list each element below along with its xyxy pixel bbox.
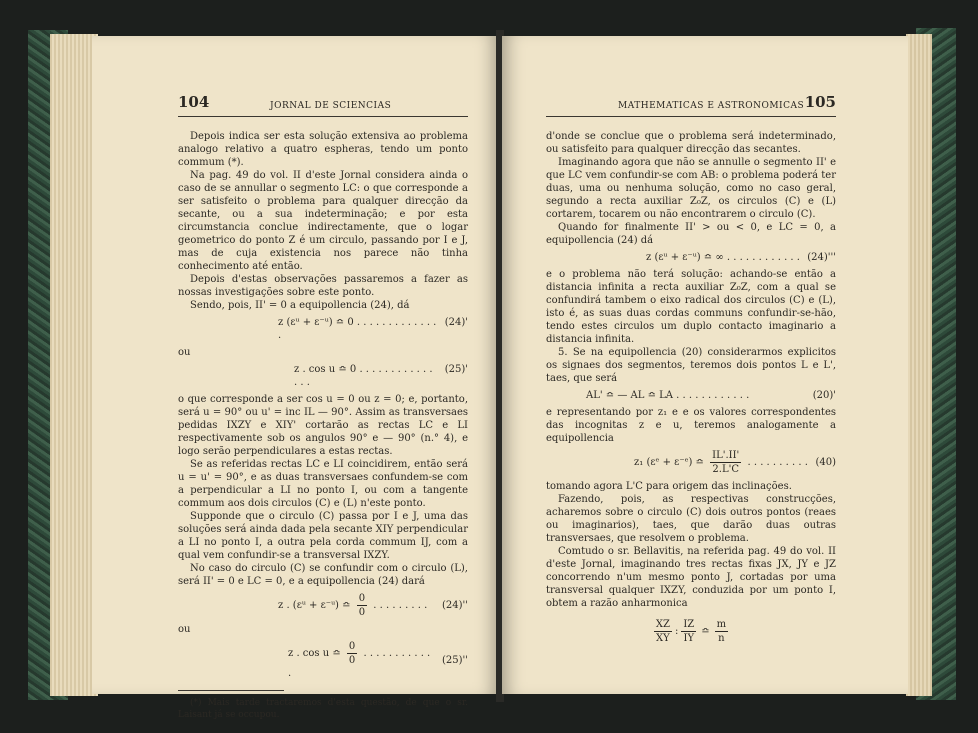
equation-expr: z (εᵘ + ε⁻ᵘ) ≏ 0 . . . . . . . . . . . . . . <box>278 317 437 341</box>
numerator: 0 <box>348 641 356 652</box>
ratio-separator: : <box>674 626 679 637</box>
left-page <box>92 36 498 720</box>
fraction <box>347 640 357 667</box>
numerator: m <box>716 619 727 630</box>
equation-tag: (25)' <box>444 364 468 375</box>
equation-24-triple-prime <box>546 251 836 264</box>
numerator: IZ <box>683 619 695 630</box>
paragraph: Comtudo o sr. Bellavitis, na referida pag. 49 do vol. II d'este Jornal, imaginando tres rectas fixas JX, JY e JZ concorrendo n'um mesmo ponto J, cortadas por uma transversal qualquer IXZY, conduzida por um ponto I, obtem a razão anharmonica <box>546 546 836 609</box>
paragraph: Imaginando agora que não se annulle o segmento II' e que LC vem confundir-se com AB: o problema poderá ter duas, uma ou nenhuma solução, como no caso geral, segundo a recta auxiliar Z₀Z, os circulos (C) e (L) cortarem, tocarem ou não encontrarem o circulo (C). <box>546 157 836 220</box>
page-edges-left <box>50 34 98 696</box>
equation-expr: z . cos u ≏ 0 . . . . . . . . . . . . . . . <box>294 364 433 388</box>
equation-tag: (20)' <box>812 390 836 401</box>
denominator: n <box>718 633 725 644</box>
denominator: 2.L'C <box>712 464 739 475</box>
leader-dots: . . . . . . . . . . <box>747 457 808 468</box>
fraction <box>681 618 696 645</box>
paragraph: Depois indica ser esta solução extensiva ao problema analogo relativo a quatro espheras, tendo um ponto commum (*). <box>178 131 468 168</box>
fraction <box>357 592 367 619</box>
numerator: IL'.II' <box>712 450 740 461</box>
denominator: 0 <box>358 607 366 618</box>
right-page-header <box>546 93 836 117</box>
leader-dots: . . . . . . . . . <box>373 600 428 611</box>
page-number: 104 <box>178 93 210 111</box>
equation-40 <box>546 449 836 476</box>
left-page-header <box>178 93 468 117</box>
page-edges-right <box>906 34 932 696</box>
fraction <box>715 618 728 645</box>
equation-24-prime <box>178 316 468 342</box>
paragraph: Fazendo, pois, as respectivas construcções, acharemos sobre o circulo (C) dois outros pontos (reaes ou imaginarios), taes, que darão duas outras transversaes, que resolvem o problema. <box>546 494 836 544</box>
equation-25-double-prime <box>178 640 468 680</box>
denominator: XY <box>656 633 670 644</box>
conjunction: ou <box>178 347 191 358</box>
equation-prefix: z . cos u ≏ <box>288 648 341 659</box>
paragraph: Supponde que o circulo (C) passa por I e J, uma das soluções será ainda dada pela secante XIY perpendicular a LI no ponto I, a outra pela corda commum IJ, com a qual vem confundir-se a transversal IXZY. <box>178 511 468 561</box>
fraction <box>654 618 672 645</box>
leader-dots: . . . . . . . . . . . . <box>288 648 431 679</box>
equation-24-double-prime <box>178 592 468 619</box>
footnote-divider <box>178 690 284 691</box>
equation-prefix: z₁ (εᵉ + ε⁻ᵉ) ≏ <box>634 457 704 468</box>
paragraph: Quando for finalmente II' > ou < 0, e LC = 0, a equipollencia (24) dá <box>546 222 836 246</box>
right-page <box>502 36 908 694</box>
paragraph: o que corresponde a ser cos u = 0 ou z = 0; e, portanto, será u = 90° ou u' = inc IL — 90°. Assim as transversaes pedidas IXZY e XIY' cortarão as rectas LC e LI respectivamente sob os angulos 90° e — 90° (n.° 4), e logo serão perpendiculares a estas rectas. <box>178 394 468 457</box>
paragraph: Se as referidas rectas LC e LI coincidirem, então será u = u' = 90°, e as duas transversaes confundem-se com a perpendicular a LI no ponto I, ou com a tangente commum aos dois circulos (C) e (L) n'este ponto. <box>178 459 468 509</box>
paragraph: e representando por z₁ e e os valores correspondentes das incognitas z e u, teremos analogamente a equipollencia <box>546 407 836 444</box>
denominator: IY <box>683 633 695 644</box>
page-number: 105 <box>804 93 836 111</box>
equation-tag: (25)'' <box>441 654 468 666</box>
equation-tag: (40) <box>815 457 836 468</box>
equation-tag: (24)''' <box>807 252 836 263</box>
footnote: (*) Mais tarde tractaremos d'esta questão, de que o sr. Laisant já se occupou. <box>178 698 468 720</box>
equation-25-prime <box>178 363 468 389</box>
conjunction: ou <box>178 624 191 635</box>
equation-expr: AL' ≏ — AL ≏ LA . . . . . . . . . . . . <box>586 390 750 401</box>
equation-20-prime <box>546 389 836 402</box>
equation-expr: z (εᵘ + ε⁻ᵘ) ≏ ∞ . . . . . . . . . . . . <box>646 252 800 263</box>
anharmonic-ratio-equation <box>546 618 836 645</box>
equation-tag: (24)'' <box>441 600 468 611</box>
paragraph: Depois d'estas observações passaremos a fazer as nossas investigações sobre este ponto. <box>178 274 468 298</box>
paragraph: 5. Se na equipollencia (20) considerarmos explicitos os signaes dos segmentos, teremos dois pontos L e L', taes, que será <box>546 347 836 384</box>
running-title: JORNAL DE SCIENCIAS <box>270 101 392 111</box>
running-title: MATHEMATICAS E ASTRONOMICAS <box>618 101 805 111</box>
equation-tag: (24)' <box>444 317 468 328</box>
paragraph: e o problema não terá solução: achando-se então a distancia infinita a recta auxiliar Z₀Z, com a qual se confundirá tambem o eixo radical dos circulos (C) e (L), isto é, as suas duas cordas communs confundir-se-hão, tendo estes circulos um duplo contacto imaginario a distancia infinita. <box>546 269 836 345</box>
paragraph: No caso do circulo (C) se confundir com o circulo (L), será II' = 0 e LC = 0, e a equipollencia (24) dará <box>178 563 468 587</box>
numerator: XZ <box>655 619 670 630</box>
denominator: 0 <box>348 655 356 666</box>
paragraph: tomando agora L'C para origem das inclinações. <box>546 481 792 492</box>
paragraph: d'onde se conclue que o problema será indeterminado, ou satisfeito para qualquer direcção das secantes. <box>546 131 836 155</box>
paragraph: Sendo, pois, II' = 0 a equipollencia (24), dá <box>190 300 410 311</box>
paragraph: Na pag. 49 do vol. II d'este Jornal considera ainda o caso de se annullar o segmento LC: o que corresponde a ser satisfeito o problema para qualquer direcção da secante, ou a sua indeterminação; e por esta circumstancia conclue indirectamente, que o logar geometrico do ponto Z é um circulo, passando por I e J, mas de cuja existencia nos parece não tinha conhecimento até então. <box>178 170 468 272</box>
equation-prefix: z . (εᵘ + ε⁻ᵘ) ≏ <box>278 600 351 611</box>
equipollence-symbol: ≏ <box>701 626 710 637</box>
fraction <box>710 449 741 476</box>
numerator: 0 <box>358 593 366 604</box>
